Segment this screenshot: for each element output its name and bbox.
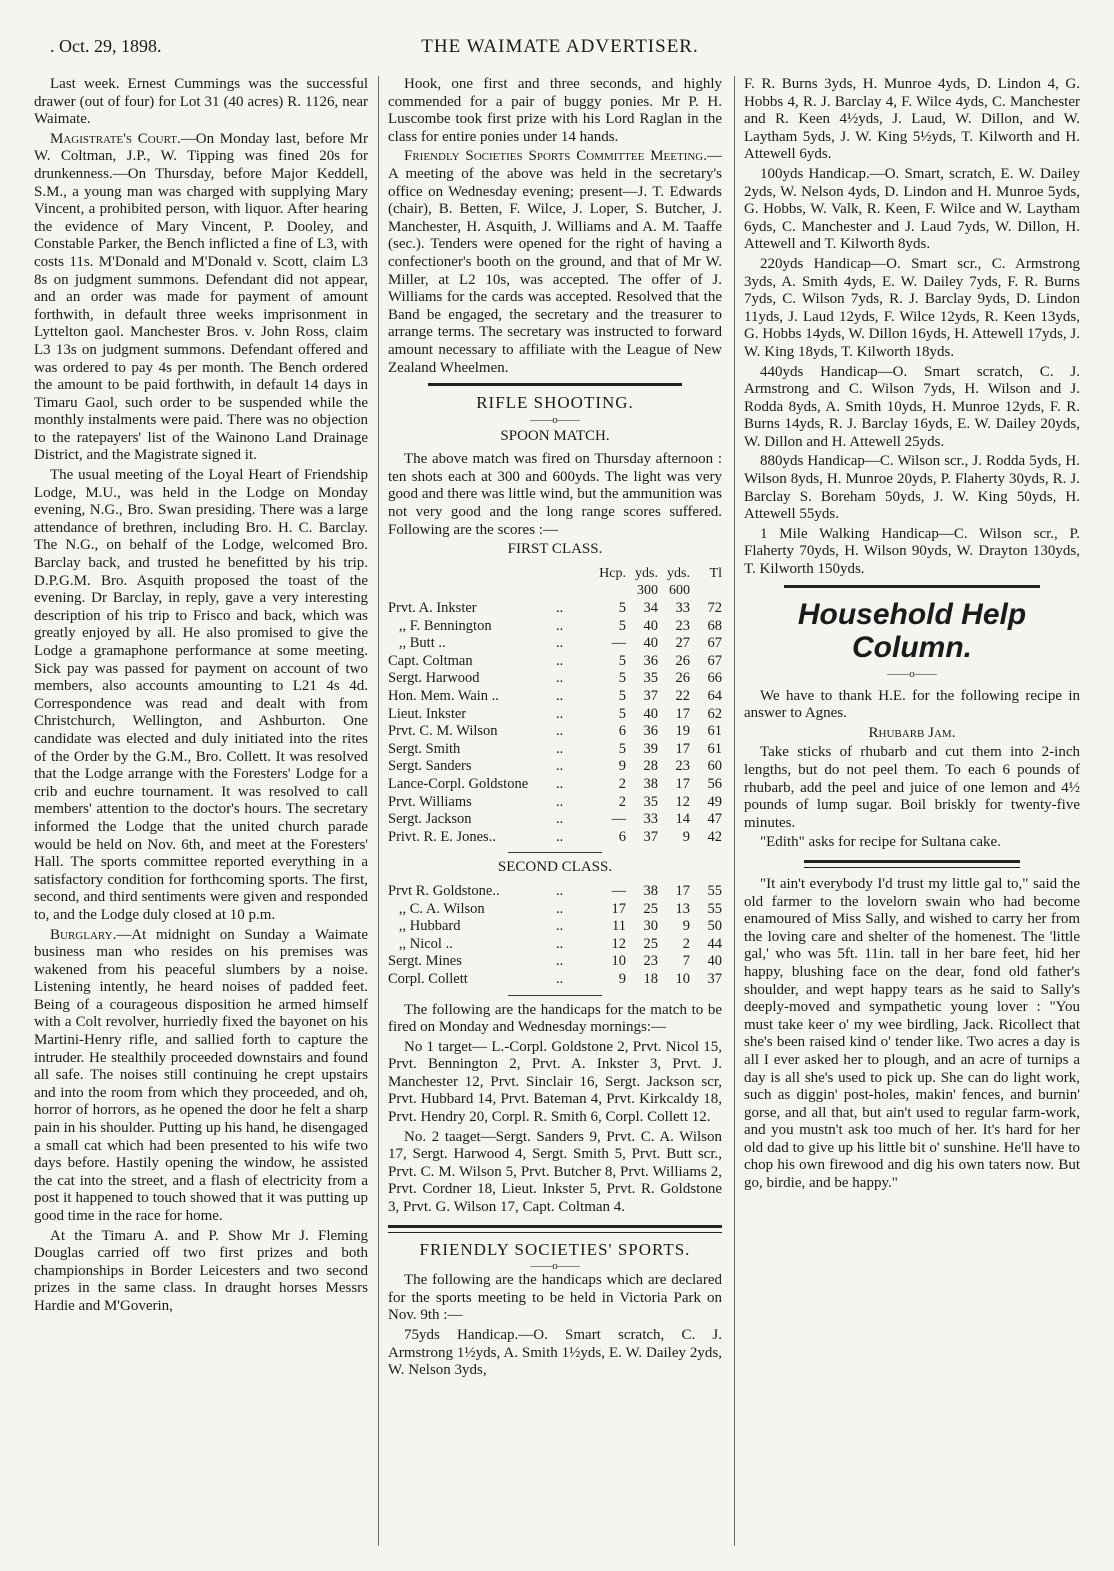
score-300: 34 <box>643 600 658 617</box>
col-header: 300 <box>637 583 658 599</box>
score-600: 17 <box>675 740 690 757</box>
score-300: 40 <box>643 705 658 722</box>
handicap: 5 <box>618 740 626 757</box>
paragraph: 75yds Handicap.—O. Smart scratch, C. J. Armstrong 1½yds, A. Smith 1½yds, E. W. Dailey 2yds, W. Nelson 3yds, <box>388 1327 722 1379</box>
ornament-rule: ——o—— <box>530 413 580 426</box>
paragraph <box>34 131 368 465</box>
col-header: yds. <box>667 565 690 581</box>
score-600: 19 <box>675 723 690 740</box>
score-total: 44 <box>707 935 722 952</box>
score-total: 66 <box>707 670 722 687</box>
score-300: 39 <box>643 740 658 757</box>
score-row <box>388 971 722 989</box>
score-total: 64 <box>707 688 722 704</box>
score-row <box>388 918 722 936</box>
score-300: 23 <box>643 953 658 970</box>
table-header <box>388 565 722 583</box>
col-header: Tl <box>709 565 722 581</box>
score-total: 56 <box>707 775 722 792</box>
paragraph: "It ain't everybody I'd trust my little gal to," said the old farmer to the lovelorn swain who had become enamoured of Miss Sally, and wished to carry her from the loving care and shelter of the homenest. The 'little gal,' who was 5ft. 11in. tall in her bare feet, hid her happy, blushing face on the dear, fond old father's shoulder, and wept happy tears as he said to Sally's deeply-moved and sympathetic young lover : "You must take keer o' my wee birdling, Jack. Ricollect that she's been raised kind o' tender like. Two acres a day is all I ever asked her to plough, and an acre of turnips a day is all she's used to pick up. She can do light work, such as diggin' post-holes, makin' fences, and burnin' gorse, and all that, but ain't used to regular farm-work, and you mustn't ask too much of her. It's hard for her old dad to give up his little bit o' sunshine. He'll have to chop his own firewood and dig his own taters now. But go, birdie, and be happy." <box>744 875 1080 1192</box>
score-600: 26 <box>675 652 690 669</box>
score-600: 17 <box>675 882 690 899</box>
score-row <box>388 936 722 954</box>
col-header: yds. <box>635 565 658 581</box>
score-300: 38 <box>643 882 658 899</box>
leader-dots: .. <box>556 670 564 687</box>
paragraph: 440yds Handicap—O. Smart scratch, C. J. Armstrong and C. Wilson 7yds, H. Wilson and J. Rodda 8yds, A. Smith 10yds, H. Munroe 12yds, F. R. Burns 14yds, R. J. Barclay 16yds, E. W. Dailey 20yds, W. Dillon and H. Attewell 25yds. <box>744 363 1080 450</box>
shooter-name: Capt. Coltman <box>388 652 473 669</box>
ornament-rule: ——o—— <box>887 667 937 680</box>
paragraph: The usual meeting of the Loyal Heart of Friendship Lodge, M.U., was held in the Lodge on Monday evening, N.G., Bro. Swan presiding. There was a large attendance of brethren, including Bro. H. C. Barclay. The N.G., on behalf of the Lodge, welcomed Bro. Barclay back, and trusted he benefitted by his trip. D.P.G.M. Bro. Asquith proposed the toast of the evening. Dr Barclay, in reply, gave a very interesting description of his trip to Frisco and back, which was greatly enjoyed by all. He also promised to give the Lodge a gramaphone performance at some meeting. Sick pay was passed for payment on account of two members, also accounts amounting to L21 4s 4d. Correspondence was read and dealt with from Christchurch, Wellington, and Ashburton. One candidate was elected and duly initiated into the rites of the Order by the G.M., Bro. Collett. It was resolved that the Lodge arrange with the Foresters' Lodge for a crib and euchre tournament. It was resolved to call members' attention to the doctor's hours. The secretary informed the Lodge that the united church parade would be held on Nov. 6th, and meet at the Foresters' Hall. The sports committee reported everything in a satisfactory condition for forthcoming sports. The first, second, and third sentiments were given and responded to, and the Lodge duly closed at 10 p.m. <box>34 467 368 923</box>
page-header <box>50 36 1070 60</box>
paragraph: "Edith" asks for recipe for Sultana cake. <box>760 834 1001 851</box>
score-row <box>388 706 722 724</box>
paragraph: At the Timaru A. and P. Show Mr J. Fleming Douglas carried off two first prizes and both championships in Border Leicesters and two second prizes in the same class. In draught horses Messrs Hardie and M'Goverin, <box>34 1227 368 1314</box>
score-600: 17 <box>675 775 690 792</box>
section-rule <box>388 1225 722 1233</box>
column-3 <box>744 76 1080 1556</box>
section-rule <box>804 860 1020 868</box>
paragraph: The above match was fired on Thursday afternoon : ten shots each at 300 and 600yds. The light was very good and there was little wind, but the ammunition was not very good and the long range scores suffered. Following are the scores :— <box>388 451 722 538</box>
score-600: 10 <box>675 970 690 987</box>
newspaper-title: THE WAIMATE ADVERTISER. <box>421 36 699 57</box>
leader-dots: .. <box>556 882 564 899</box>
leader-dots: .. <box>556 953 564 970</box>
section-title: RIFLE SHOOTING. <box>476 393 634 413</box>
section-title: FRIENDLY SOCIETIES' SPORTS. <box>419 1239 691 1259</box>
recipe-title: Rhubarb Jam. <box>868 724 956 741</box>
shooter-name: Sergt. Sanders <box>388 758 472 775</box>
score-total: 37 <box>707 970 722 987</box>
paragraph: No. 2 taaget—Sergt. Sanders 9, Prvt. C. A. Wilson 17, Sergt. Harwood 4, Sergt. Smith 5, Prvt. Butt scr., Prvt. C. M. Wilson 5, Prvt. Butcher 8, Prvt. Williams 2, Prvt. Cordner 18, Lieut. Inkster 5, Prvt. R. Goldstone 3, Prvt. G. Wilson 17, Capt. Coltman 4. <box>388 1128 722 1216</box>
title-line: Household Help <box>797 597 1027 631</box>
score-600: 9 <box>682 918 690 935</box>
paragraph: 1 Mile Walking Handicap—C. Wilson scr., P. Flaherty 70yds, H. Wilson 90yds, W. Drayton 130yds, T. Kilworth 150yds. <box>744 525 1080 578</box>
score-total: 60 <box>707 758 722 775</box>
leader-dots: .. <box>556 705 564 722</box>
score-600: 13 <box>675 900 690 917</box>
handicap: 5 <box>618 670 626 687</box>
handicap: 9 <box>618 758 626 775</box>
score-300: 37 <box>643 828 658 845</box>
handicap: 11 <box>612 918 626 935</box>
handicap: 5 <box>618 705 626 722</box>
score-300: 28 <box>643 758 658 775</box>
shooter-name: Sergt. Jackson <box>388 811 472 828</box>
score-600: 2 <box>682 935 690 952</box>
paragraph <box>388 148 722 377</box>
section-lead: Friendly Societies Sports Committee Meeting. <box>404 148 707 165</box>
column-divider <box>734 76 735 1546</box>
paragraph: The following are the handicaps which are declared for the sports meeting to be held in Victoria Park on Nov. 9th :— <box>388 1272 722 1324</box>
score-total: 62 <box>707 705 722 722</box>
paragraph: 100yds Handicap.—O. Smart, scratch, E. W. Dailey 2yds, W. Nelson 4yds, D. Lindon and H. Munroe 5yds, G. Hobbs, W. Valk, R. Keen, F. Wilce and W. Laytham 6yds, C. Manchester and J. Laud 7yds, W. Dillon, H. Attewell and T. Kilworth 8yds. <box>744 165 1080 253</box>
shooter-name: Prvt. C. M. Wilson <box>388 723 498 740</box>
shooter-name: Lieut. Inkster <box>388 705 467 722</box>
score-row <box>388 794 722 812</box>
score-300: 35 <box>643 670 658 687</box>
paragraph-text: —A meeting of the above was held in the secretary's office on Wednesday evening; present—J. T. Edwards (chair), B. Betten, F. Wilce, J. Loper, S. Butcher, J. Manchester, H. Asquith, J. Williams and A. M. Taaffe (sec.). Tenders were opened for the right of having a confectioner's booth on the ground, and that of Mr W. Miller, at L2 10s, was accepted. The offer of J. Williams for the cards was accepted. Resolved that the Band be engaged, the secretary and the treasurer to arrange terms. The secretary was instructed to forward amount necessary to affiliate with the League of New Zealand Wheelmen. <box>388 148 722 376</box>
paragraph <box>34 927 368 1226</box>
score-row <box>388 688 722 706</box>
shooter-name: Sergt. Mines <box>388 953 462 970</box>
score-total: 50 <box>707 918 722 935</box>
score-total: 42 <box>707 828 722 845</box>
handicap: 2 <box>618 775 626 792</box>
score-300: 38 <box>643 775 658 792</box>
handicap: 2 <box>618 793 626 810</box>
score-300: 35 <box>643 793 658 810</box>
household-help-title <box>744 598 1080 664</box>
paragraph: Hook, one first and three seconds, and highly commended for a pair of buggy ponies. Mr P. H. Luscombe took first prize with his Lord Raglan in the class for entire ponies under 14 hands. <box>388 76 722 145</box>
leader-dots: .. <box>556 600 564 617</box>
paragraph: F. R. Burns 3yds, H. Munroe 4yds, D. Lindon 4, G. Hobbs 4, R. J. Barclay 4, F. Wilce 4yds, C. Manchester and R. Keen 4½yds, J. Laud, W. Dillon, and W. Laytham 5yds, J. W. King 5½yds, T. Kilworth and H. Attewell 6yds. <box>744 76 1080 163</box>
shooter-name: Prvt R. Goldstone.. <box>388 882 500 899</box>
leader-dots: .. <box>556 935 564 952</box>
score-600: 23 <box>675 758 690 775</box>
leader-dots: .. <box>556 970 564 987</box>
score-total: 55 <box>707 882 722 899</box>
score-row <box>388 776 722 794</box>
score-total: 72 <box>707 600 722 617</box>
leader-dots: .. <box>556 811 564 828</box>
score-total: 67 <box>707 635 722 652</box>
shooter-name: Hon. Mem. Wain .. <box>388 688 499 704</box>
paragraph-text: —At midnight on Sunday a Waimate business man who resides on his premises was wakened from his peaceful slumbers by a noise. Listening intently, he heard noises of padded feet. Being of a courageous disposition he armed himself with a Colt revolver, hurriedly fixed the bayonet on his Martini-Henry rifle, and sallied forth to capture the intruder. He stealthily proceeded downstairs and found all safe. The noises still continuing he crept upstairs and into the room from which they proceeded, and oh, horror of horrors, as he opened the door he felt a sharp pain in his shoulder. Putting up his hand, he disengaged a small cat which had been presented to his wife two days before. Hastily opening the window, he assisted the cat into the street, and a flash of electricity from a post it happened to touch showed that it was putting up good time in the race for home. <box>34 926 368 1224</box>
score-600: 23 <box>675 617 690 634</box>
leader-dots: .. <box>556 918 564 935</box>
shooter-name: ,, C. A. Wilson <box>388 900 485 917</box>
score-row <box>388 829 722 847</box>
table-title: SECOND CLASS. <box>497 859 613 876</box>
leader-dots: .. <box>556 740 564 757</box>
score-300: 25 <box>643 900 658 917</box>
shooter-name: Privt. R. E. Jones.. <box>388 828 496 845</box>
shooter-name: ,, Nicol .. <box>388 935 453 952</box>
leader-dots: .. <box>556 828 564 845</box>
first-class-table <box>388 565 722 847</box>
handicap: 5 <box>618 617 626 634</box>
col-header: Hcp. <box>599 565 626 581</box>
score-total: 67 <box>707 652 722 669</box>
score-300: 36 <box>643 723 658 740</box>
paragraph: No 1 target— L.-Corpl. Goldstone 2, Prvt. Nicol 15, Prvt. Bennington 2, Prvt. A. Inkster 3, Prvt. J. Manchester 12, Prvt. Sinclair 16, Sergt. Jackson scr, Prvt. Hubbard 14, Prvt. Bateman 4, Prvt. Kirkcaldy 18, Prvt. Hendry 20, Corpl. R. Smith 6, Corpl. Collett 12. <box>388 1038 722 1126</box>
leader-dots: .. <box>556 793 564 810</box>
shooter-name: ,, Butt .. <box>388 635 446 652</box>
score-300: 36 <box>643 652 658 669</box>
handicap: — <box>611 882 626 899</box>
score-row <box>388 723 722 741</box>
handicap: 5 <box>618 652 626 669</box>
section-lead: Magistrate's Court. <box>50 130 181 147</box>
column-divider <box>378 76 379 1546</box>
score-row <box>388 758 722 776</box>
shooter-name: Sergt. Harwood <box>388 670 480 687</box>
handicap: 17 <box>611 900 626 917</box>
score-row <box>388 670 722 688</box>
handicap: 6 <box>618 723 626 740</box>
table-header <box>388 582 722 600</box>
handicap: — <box>611 635 626 652</box>
section-rule <box>428 383 682 386</box>
score-600: 17 <box>675 705 690 722</box>
shooter-name: Sergt. Smith <box>388 740 461 757</box>
score-total: 68 <box>707 617 722 634</box>
score-total: 47 <box>707 811 722 828</box>
paragraph: Take sticks of rhubarb and cut them into 2-inch lengths, but do not peel them. To each 6 pounds of rhubarb, add the peel and juice of one lemon and 4½ pounds of lump sugar. Boil briskly for twenty-five minutes. <box>744 744 1080 831</box>
shooter-name: Lance-Corpl. Goldstone <box>388 775 529 792</box>
column-1 <box>34 76 368 1556</box>
section-rule <box>784 585 1040 588</box>
leader-dots: .. <box>556 617 564 634</box>
section-subtitle: SPOON MATCH. <box>500 427 610 444</box>
paragraph-text: —On Monday last, before Mr W. Coltman, J.P., W. Tipping was fined 20s for drunkenness.—On Thursday, before Major Keddell, S.M., a young man was charged with supplying Mary Vincent, a prohibited person, with liquor. After hearing the evidence of Mary Vincent, P. Dooley, and Constable Parker, the Bench inflicted a fine of L3, with costs 11s. M'Donald and M'Donald v. Scott, claim L3 8s on judgment summons. Defendant did not appear, and an order was made for payment of amount forthwith, in default three weeks imprisonment in Lyttelton gaol. Manchester Bros. v. John Ross, claim L3 13s on judgment summons. Defendant offered and was ordered to pay 4s per month. The Bench ordered the amount to be paid forthwith, in default 14 days in Timaru Gaol, such order to be suspended while the monthly instalments were paid. There was no objection to the ratepayers' list of the Wainono Land Drainage District, and the Magistrate signed it. <box>34 130 368 464</box>
leader-dots: .. <box>556 775 564 792</box>
col-header: 600 <box>669 583 690 599</box>
leader-dots: .. <box>556 688 564 704</box>
score-600: 33 <box>675 600 690 617</box>
score-row <box>388 883 722 901</box>
score-300: 40 <box>643 617 658 634</box>
title-line: Column. <box>852 630 972 664</box>
score-row <box>388 741 722 759</box>
score-row <box>388 618 722 636</box>
leader-dots: .. <box>556 900 564 917</box>
table-rule <box>508 852 602 853</box>
shooter-name: ,, F. Bennington <box>388 617 492 634</box>
score-300: 40 <box>643 635 658 652</box>
score-600: 27 <box>675 635 690 652</box>
score-row <box>388 811 722 829</box>
paragraph: 880yds Handicap—C. Wilson scr., J. Rodda 5yds, H. Wilson 8yds, H. Munroe 20yds, P. Flaherty 30yds, R. J. Barclay S. Boreham 50yds, J. W. King 50yds, H. Attewell 55yds. <box>744 453 1080 523</box>
handicap: — <box>611 811 626 828</box>
paragraph: We have to thank H.E. for the following recipe in answer to Agnes. <box>744 687 1080 722</box>
score-row <box>388 653 722 671</box>
score-row <box>388 600 722 618</box>
score-row <box>388 635 722 653</box>
score-300: 18 <box>643 970 658 987</box>
leader-dots: .. <box>556 723 564 740</box>
leader-dots: .. <box>556 635 564 652</box>
handicap: 5 <box>618 688 626 704</box>
handicap: 10 <box>611 953 626 970</box>
score-300: 33 <box>643 811 658 828</box>
score-total: 55 <box>707 900 722 917</box>
score-row <box>388 953 722 971</box>
ornament-rule: ——o—— <box>530 1260 580 1273</box>
score-600: 14 <box>675 811 690 828</box>
score-300: 37 <box>643 688 658 704</box>
score-total: 49 <box>707 793 722 810</box>
score-600: 22 <box>675 688 690 704</box>
score-300: 30 <box>643 918 658 935</box>
issue-date: . Oct. 29, 1898. <box>50 36 162 56</box>
paragraph: The following are the handicaps for the match to be fired on Monday and Wednesday mornings:— <box>388 1001 722 1036</box>
handicap: 12 <box>611 935 626 952</box>
shooter-name: ,, Hubbard <box>388 918 461 935</box>
shooter-name: Prvt. Williams <box>388 793 472 810</box>
score-600: 26 <box>675 670 690 687</box>
shooter-name: Prvt. A. Inkster <box>388 600 477 617</box>
section-lead: Burglary. <box>50 926 117 943</box>
score-600: 7 <box>682 953 690 970</box>
column-2 <box>388 76 722 1556</box>
score-300: 25 <box>643 935 658 952</box>
table-rule <box>508 995 602 996</box>
paragraph: Last week. Ernest Cummings was the successful drawer (out of four) for Lot 31 (40 acres) R. 1126, near Waimate. <box>34 76 368 128</box>
paragraph: 220yds Handicap—O. Smart scr., C. Armstrong 3yds, A. Smith 4yds, E. W. Dailey 7yds, F. R. Burns 7yds, C. Wilson 7yds, R. J. Barclay 9yds, D. Lindon 11yds, J. Laud 12yds, F. Wilce 12yds, R. Keen 13yds, G. Hobbs 14yds, W. Dillon 16yds, H. Attewell 17yds, J. W. King 18yds, T. Kilworth 18yds. <box>744 255 1080 360</box>
score-row <box>388 901 722 919</box>
handicap: 5 <box>618 600 626 617</box>
table-title: FIRST CLASS. <box>507 541 603 558</box>
handicap: 9 <box>618 970 626 987</box>
leader-dots: .. <box>556 652 564 669</box>
score-total: 40 <box>707 953 722 970</box>
score-total: 61 <box>707 723 722 740</box>
score-total: 61 <box>707 740 722 757</box>
shooter-name: Corpl. Collett <box>388 970 468 987</box>
score-600: 12 <box>675 793 690 810</box>
score-600: 9 <box>682 828 690 845</box>
second-class-table <box>388 883 722 989</box>
leader-dots: .. <box>556 758 564 775</box>
handicap: 6 <box>618 828 626 845</box>
